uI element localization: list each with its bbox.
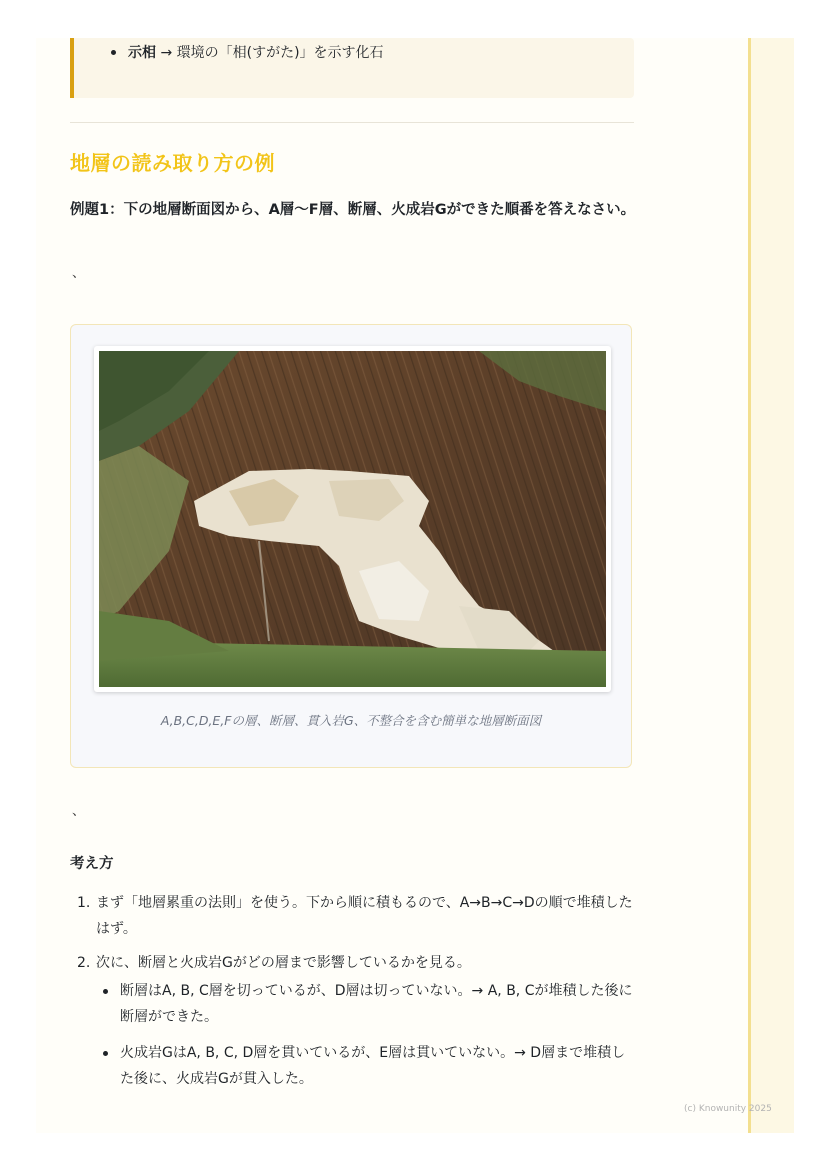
rock-outcrop-photo <box>99 351 606 687</box>
bullet-item: 火成岩GはA, B, C, D層を貫いているが、E層は貫いていない。→ D層まで堆積した後に、火成岩Gが貫入した。 <box>96 1040 636 1092</box>
step-bullets <box>96 978 636 1092</box>
stray-mark-top: 、 <box>72 266 86 281</box>
stray-mark-bottom: 、 <box>72 804 86 819</box>
right-margin-rail <box>748 38 794 1133</box>
figure-caption: A,B,C,D,E,Fの層、断層、貫入岩G、不整合を含む簡単な地層断面図 <box>160 713 542 728</box>
callout-term: 示相 <box>128 45 156 61</box>
step-number: 1. <box>77 895 91 911</box>
callout-description: → 環境の「相(すがた)」を示す化石 <box>156 45 384 61</box>
figure-photo <box>94 346 611 692</box>
bullet-item: 断層はA, B, C層を切っているが、D層は切っていない。→ A, B, Cが堆積した後に断層ができた。 <box>96 978 636 1030</box>
approach-steps <box>70 890 636 1102</box>
step-item <box>70 950 636 1092</box>
copyright-footer: (c) Knowunity 2025 <box>684 1104 772 1114</box>
step-number: 2. <box>77 955 91 971</box>
example-question: 例題1：下の地層断面図から、A層〜F層、断層、火成岩Gができた順番を答えなさい。 <box>70 202 636 218</box>
step-item <box>70 890 636 942</box>
callout-list <box>74 38 634 66</box>
step-text: 次に、断層と火成岩Gがどの層まで影響しているかを見る。 <box>96 955 471 971</box>
approach-title: 考え方 <box>70 856 114 872</box>
section-divider <box>70 122 634 123</box>
callout-item <box>128 38 634 66</box>
step-text: まず「地層累重の法則」を使う。下から順に積もるので、A→B→C→Dの順で堆積したはず。 <box>96 895 633 937</box>
figure-card <box>70 324 632 768</box>
section-heading: 地層の読み取り方の例 <box>70 151 275 175</box>
callout-box <box>70 38 634 98</box>
